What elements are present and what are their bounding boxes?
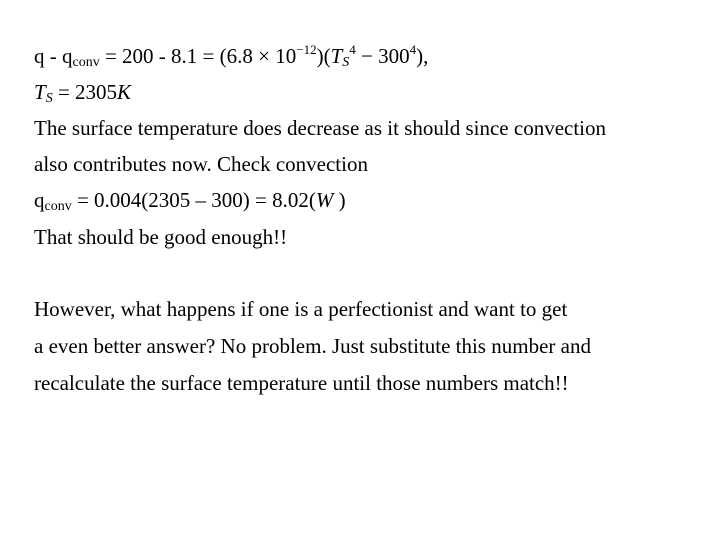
eq1-conv-subscript: conv [72,55,100,70]
eq1-rhs-a: = 200 - 8.1 = (6.8 × 10 [99,44,297,68]
eq1-power-4: 4 [349,42,356,57]
paragraph2-line1: However, what happens if one is a perfectionist and want to get [34,297,568,321]
eq1-tail: ), [416,44,429,68]
paragraph1-line2: also contributes now. Check convection [34,152,368,176]
eq1-rhs-b: )( [316,44,331,68]
equation-heat-balance [34,44,428,68]
eq3-q: q [34,188,45,212]
eq1-minus-300: − 300 [355,44,410,68]
equation-surface-temperature [34,80,131,104]
equation-convection-check [34,188,346,212]
eq2-T: T [34,80,46,104]
eq3-W: W [315,188,334,212]
paragraph2-line2: a even better answer? No problem. Just substitute this number and [34,334,591,358]
eq2-value: = 2305 [52,80,118,104]
eq3-expr: = 0.004(2305 – 300) = 8.02( [71,188,316,212]
paragraph2-line3: recalculate the surface temperature until those numbers match!! [34,371,569,395]
paragraph1-line1: The surface temperature does decrease as it should since convection [34,116,607,140]
eq1-power-4b: 4 [409,42,417,57]
eq3-close: ) [333,188,346,212]
eq2-S-subscript: S [45,91,53,106]
eq1-q: q - q [34,44,73,68]
conclusion-text: That should be good enough!! [34,225,288,249]
eq3-conv-subscript: conv [44,199,72,214]
eq1-T: T [330,44,343,68]
eq1-exponent: −12 [296,42,317,57]
eq1-S-subscript: S [342,55,350,70]
eq2-unit: K [117,80,132,104]
